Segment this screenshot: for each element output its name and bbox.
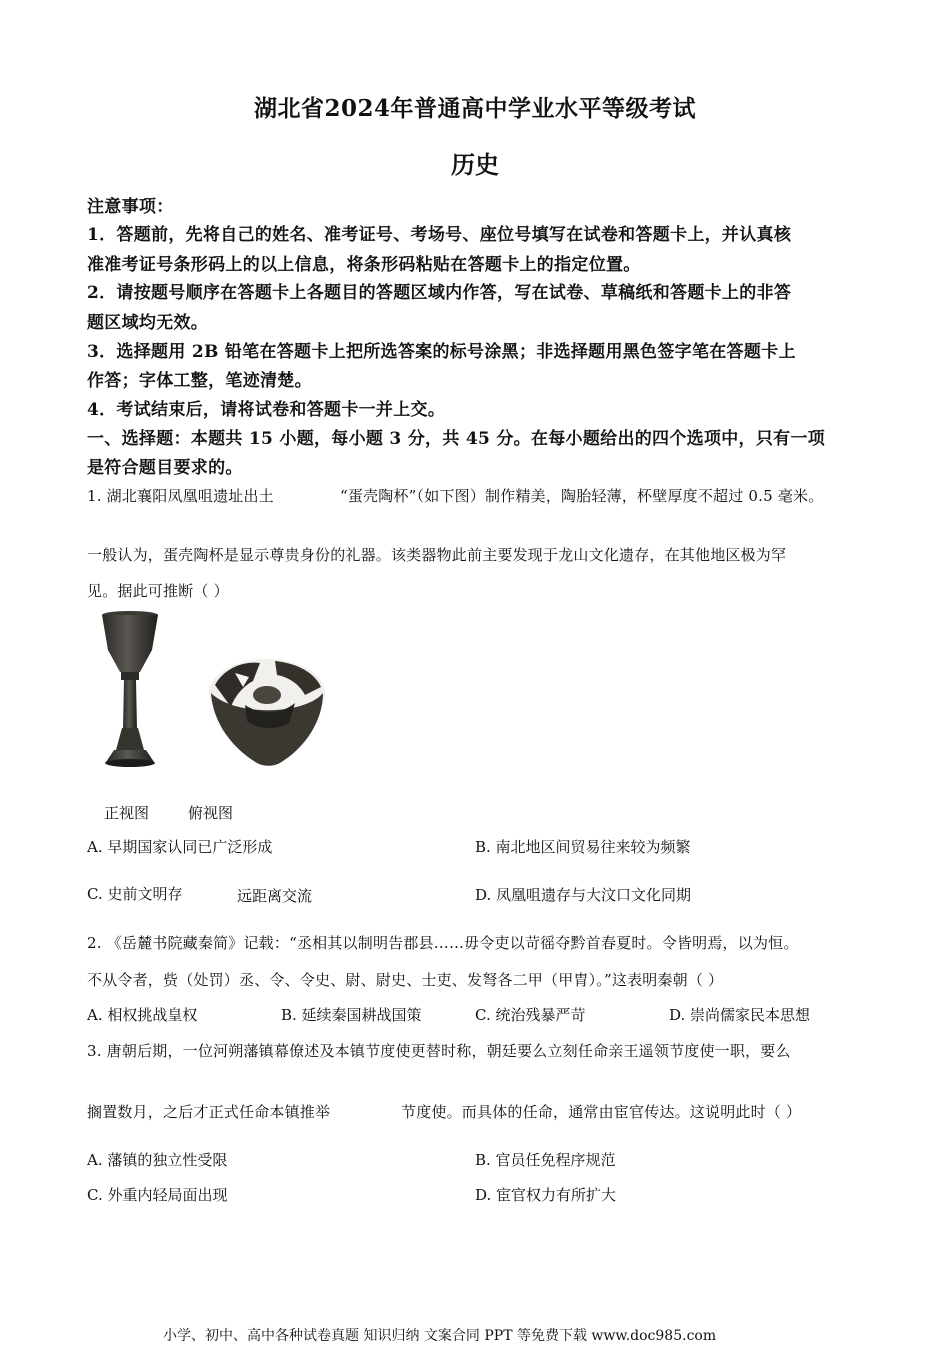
q2-option-a[interactable]: A. 相权挑战皇权: [87, 1006, 198, 1024]
q3-stem-line: 3. 唐朝后期，一位河朔藩镇幕僚述及本镇节度使更替时称，朝廷要么立刻任命亲王遥领节度使一职，要么: [87, 1042, 791, 1060]
q2-option-b[interactable]: B. 延续秦国耕战国策: [281, 1006, 422, 1024]
exam-title: 湖北省2024年普通高中学业水平等级考试: [253, 95, 696, 122]
q3-stem-line: 搁置数月，之后才正式任命本镇推举: [87, 1103, 331, 1121]
q1-stem-line: “蛋壳陶杯”（如下图）制作精美，陶胎轻薄，杯壁厚度不超过 0.5 毫米。: [340, 487, 824, 505]
q1-option-c[interactable]: C. 史前文明存: [87, 885, 183, 903]
q1-option-b[interactable]: B. 南北地区间贸易往来较为频繁: [475, 838, 691, 856]
notice-line: 2．请按题号顺序在答题卡上各题目的答题区域内作答，写在试卷、草稿纸和答题卡上的非答: [87, 283, 792, 303]
section-heading: 是符合题目要求的。: [87, 458, 243, 478]
q2-stem-line: 2. 《岳麓书院藏秦简》记载：“丞相其以制明告郡县……毋令吏以苛徭夺黔首春夏时。令皆明焉，以为恒。: [87, 934, 799, 952]
q1-stem-line: 见。据此可推断（ ）: [87, 582, 229, 600]
notice-heading: 注意事项：: [87, 197, 174, 217]
notice-line: 题区域均无效。: [87, 313, 209, 333]
q1-option-a[interactable]: A. 早期国家认同已广泛形成: [87, 838, 273, 856]
notice-line: 1．答题前，先将自己的姓名、准考证号、考场号、座位号填写在试卷和答题卡上，并认真核: [87, 225, 792, 245]
footer-text: 小学、初中、高中各种试卷真题 知识归纳 文案合同 PPT 等免费下载 www.doc985.com: [163, 1328, 717, 1344]
q3-option-a[interactable]: A. 藩镇的独立性受限: [87, 1151, 228, 1169]
notice-line: 4．考试结束后，请将试卷和答题卡一并上交。: [87, 400, 446, 420]
q3-option-d[interactable]: D. 宦官权力有所扩大: [475, 1186, 617, 1204]
eggshell-cup-top-image: [205, 655, 330, 770]
q1-option-d[interactable]: D. 凤凰咀遗存与大汶口文化同期: [475, 886, 692, 904]
section-heading: 一、选择题：本题共 15 小题，每小题 3 分，共 45 分。在每小题给出的四个选项中，只有一项: [87, 429, 826, 449]
q2-option-c[interactable]: C. 统治残暴严苛: [475, 1006, 586, 1024]
q1-stem-line: 一般认为，蛋壳陶杯是显示尊贵身份的礼器。该类器物此前主要发现于龙山文化遗存，在其他地区极为罕: [87, 546, 787, 564]
notice-line: 作答；字体工整，笔迹清楚。: [87, 371, 312, 391]
notice-line: 3．选择题用 2B 铅笔在答题卡上把所选答案的标号涂黑；非选择题用黑色签字笔在答题卡上: [87, 342, 796, 362]
caption-front-view: 正视图: [104, 804, 150, 822]
eggshell-cup-front-image: [100, 610, 160, 770]
caption-top-view: 俯视图: [188, 804, 234, 822]
q1-stem-line: 1. 湖北襄阳凤凰咀遗址出土: [87, 487, 274, 505]
q1-option-c-cont: 远距离交流: [237, 887, 313, 905]
notice-line: 准准考证号条形码上的以上信息，将条形码粘贴在答题卡上的指定位置。: [87, 255, 641, 275]
q3-stem-line: 节度使。而具体的任命，通常由宦官传达。这说明此时（ ）: [401, 1103, 802, 1121]
q3-option-b[interactable]: B. 官员任免程序规范: [475, 1151, 616, 1169]
q2-stem-line: 不从令者，赀（处罚）丞、令、令史、尉、尉史、士吏、发弩各二甲（甲胄）。”这表明秦朝（ ）: [87, 971, 724, 989]
q3-option-c[interactable]: C. 外重内轻局面出现: [87, 1186, 228, 1204]
subject-title: 历史: [451, 150, 499, 179]
q2-option-d[interactable]: D. 崇尚儒家民本思想: [669, 1006, 811, 1024]
